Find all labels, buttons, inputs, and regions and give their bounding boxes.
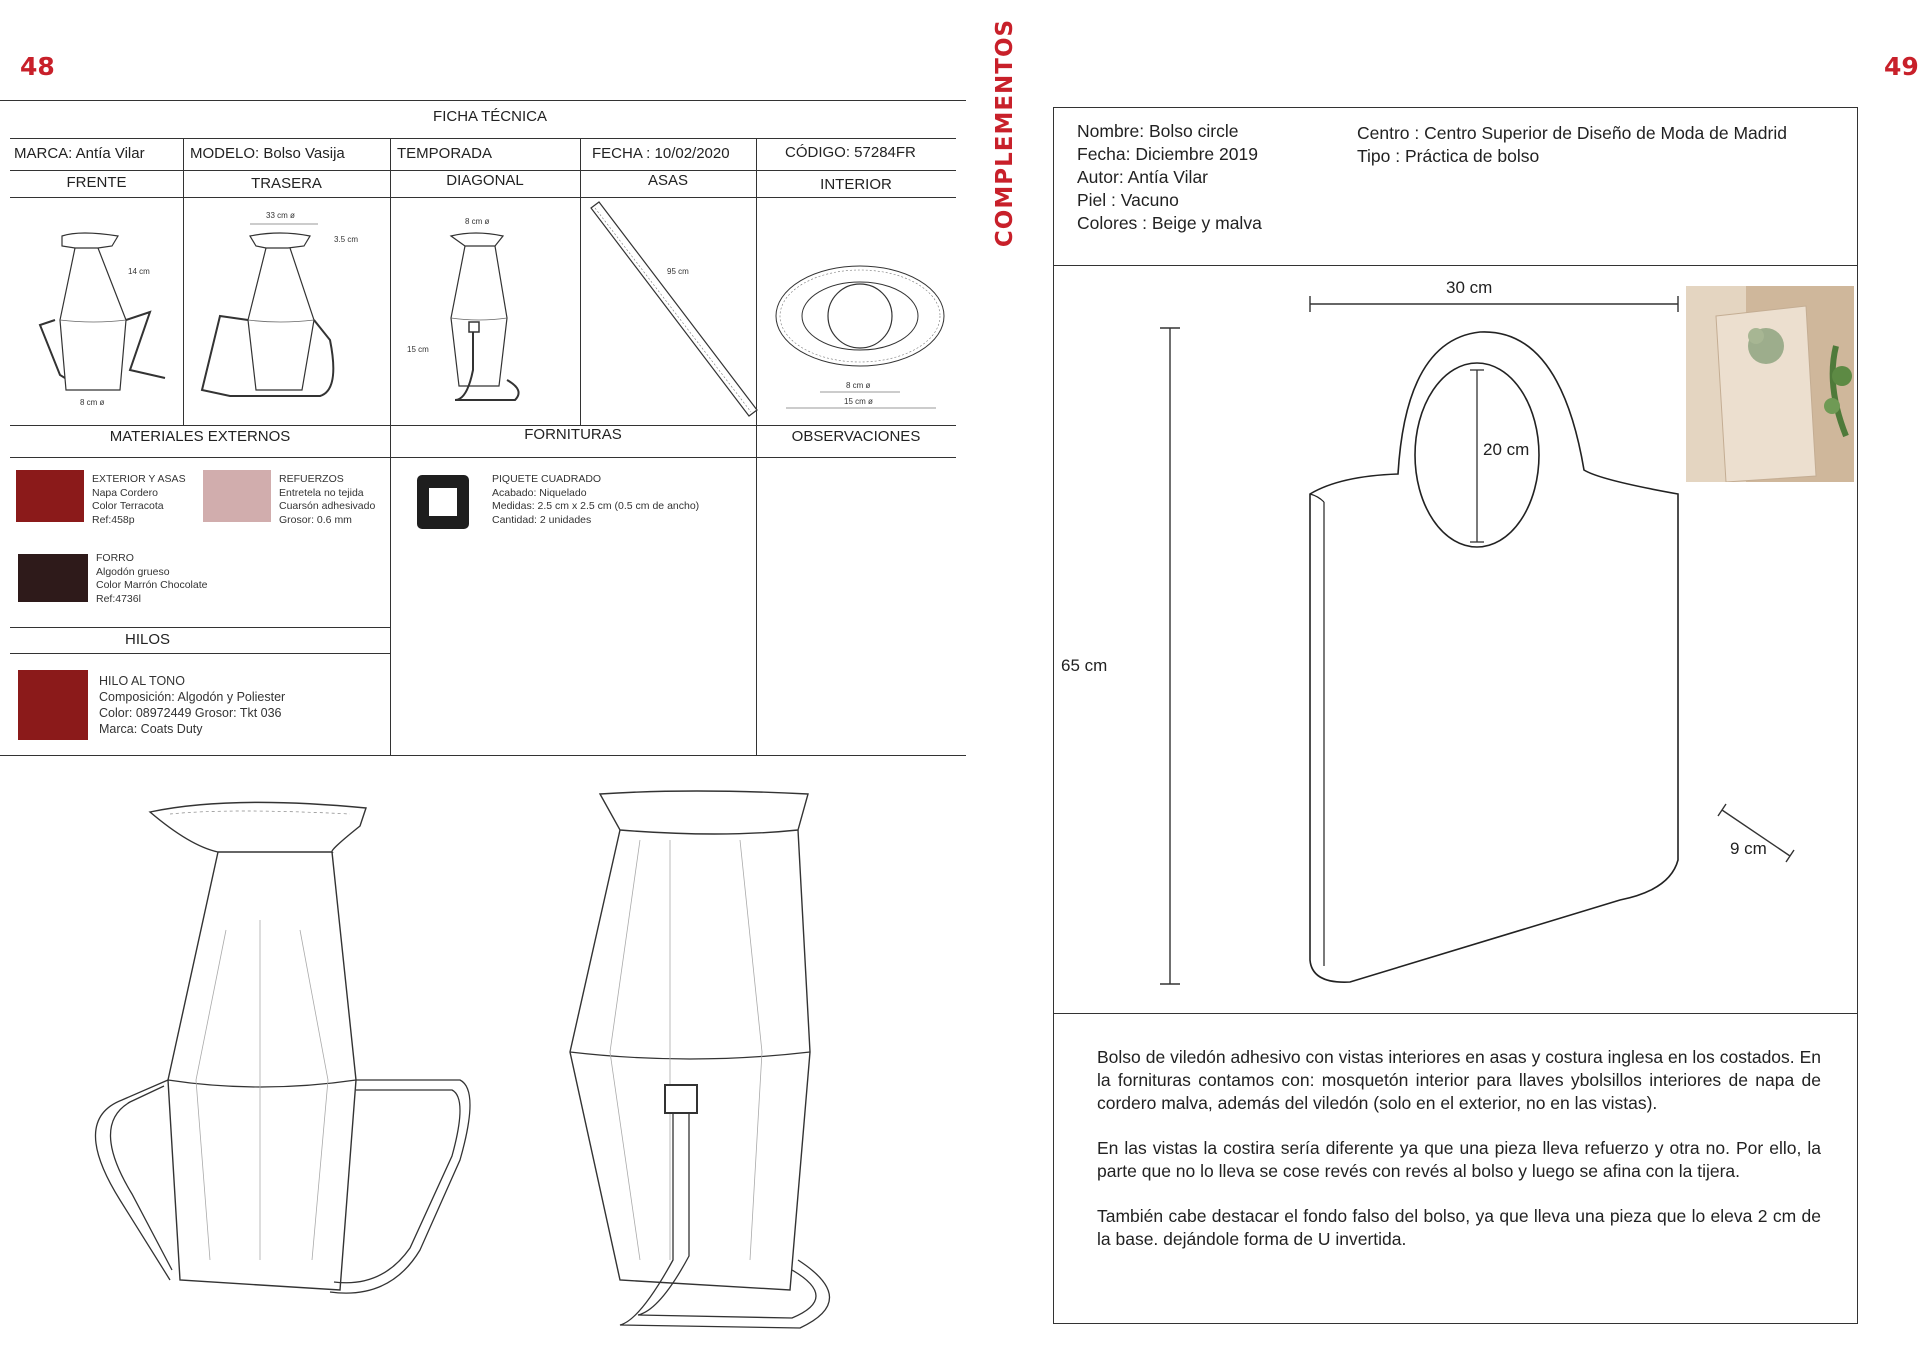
svg-text:15 cm ø: 15 cm ø [844,397,873,406]
svg-text:14 cm: 14 cm [128,267,150,276]
view-diagonal-label: DIAGONAL [446,172,524,189]
hilos-header: HILOS [124,631,170,648]
material-forro-text: FORRO Algodón grueso Color Marrón Chocolate Ref:4736l [96,552,208,605]
hilo-swatch [18,670,88,740]
view-back-label: TRASERA [251,175,322,192]
vase-bag-front-drawing [60,780,500,1340]
project-info-right: Centro : Centro Superior de Diseño de Moda de Madrid Tipo : Práctica de bolso [1357,123,1787,166]
dim-height: 65 cm [1061,656,1108,675]
svg-text:8 cm ø: 8 cm ø [80,398,105,407]
view-interior-label: INTERIOR [820,176,892,193]
fornituras-header: FORNITURAS [524,426,622,443]
project-info-left: Nombre: Bolso circle Fecha: Diciembre 2019 Autor: Antía Vilar Piel : Vacuno Colores : Beige y malva [1077,121,1262,233]
view-front-label: FRENTE [66,174,127,191]
back-view-sketch [190,200,380,420]
dim-depth: 9 cm [1730,839,1767,858]
sheet-title: FICHA TÉCNICA [433,108,547,125]
svg-text:8 cm ø: 8 cm ø [846,381,871,390]
material-exterior-text: EXTERIOR Y ASAS Napa Cordero Color Terracota Ref:458p [92,473,186,526]
material-swatch-forro [18,554,88,602]
svg-text:8 cm ø: 8 cm ø [465,217,490,226]
fornitura-text: PIQUETE CUADRADO Acabado: Niquelado Medidas: 2.5 cm x 2.5 cm (0.5 cm de ancho) Cantidad: 2 unidades [492,473,700,526]
description [1097,1046,1821,1273]
season-cell: TEMPORADA [397,145,493,162]
material-swatch-refuerzos [203,470,271,522]
svg-text:33 cm ø: 33 cm ø [266,211,295,220]
square-ring-icon [415,473,471,531]
description-paragraph: Bolso de viledón adhesivo con vistas interiores en asas y costura inglesa en los costados. En la fornituras contamos con: mosquetón interior para llaves ybolsillos interiores de napa de cordero malva, además del viledón (solo en el exterior, no en las vistas). [1097,1047,1821,1113]
dim-handle: 20 cm [1483,440,1530,459]
handle-sketch [585,200,755,422]
description-paragraph: También cabe destacar el fondo falso del bolso, ya que lleva una pieza que lo eleva 2 cm de la base. dejándole forma de U invertida. [1097,1206,1821,1249]
brand-cell: MARCA: Antía Vilar [14,145,145,162]
svg-text:95 cm: 95 cm [667,267,689,276]
material-swatch-exterior [16,470,84,522]
materials-header: MATERIALES EXTERNOS [109,428,291,445]
description-paragraph: En las vistas la costira sería diferente ya que una pieza lleva refuerzo y otra no. Por ello, la parte que no lo lleva se cose revés con revés al bolso y luego se afina con la tijera. [1097,1138,1821,1181]
reference-photo [1686,286,1854,482]
material-refuerzos-text: REFUERZOS Entretela no tejida Cuarsón adhesivado Grosor: 0.6 mm [279,473,376,526]
model-cell: MODELO: Bolso Vasija [190,145,345,162]
front-view-sketch [20,200,180,420]
view-handles-label: ASAS [647,172,689,189]
vase-bag-diagonal-drawing [540,780,900,1340]
dim-width: 30 cm [1446,278,1493,297]
date-cell: FECHA : 10/02/2020 [592,145,730,162]
observaciones-header: OBSERVACIONES [791,428,921,445]
interior-sketch [770,200,950,420]
hilo-text: HILO AL TONO Composición: Algodón y Poliester Color: 08972449 Grosor: Tkt 036 Marca: Coats Duty [99,674,286,736]
diagonal-view-sketch [395,200,575,420]
code-cell: CÓDIGO: 57284FR [785,144,916,161]
section-label: COMPLEMENTOS [992,18,1018,248]
page-number-left: 48 [20,52,55,81]
svg-text:15 cm: 15 cm [407,345,429,354]
svg-text:3.5 cm: 3.5 cm [334,235,359,244]
page-number-right: 49 [1884,52,1919,81]
